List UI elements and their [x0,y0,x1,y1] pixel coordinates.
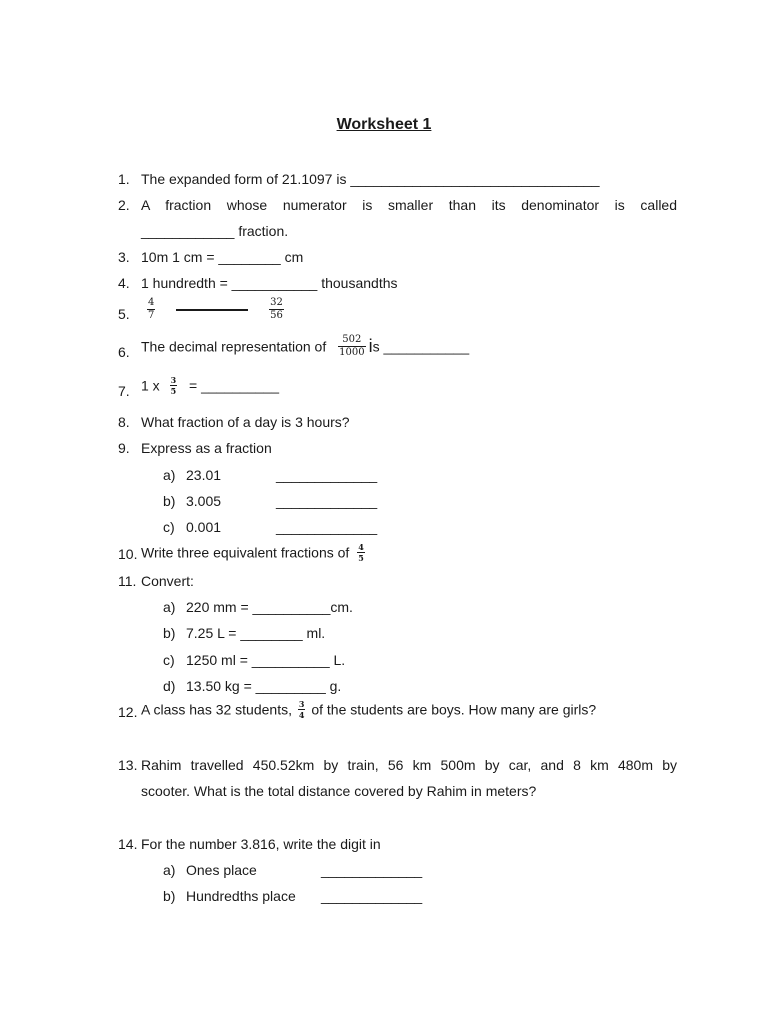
question-number: 5. [118,306,130,322]
fraction-denominator: 5 [170,386,177,396]
fraction-numerator: 502 [342,334,362,345]
question-text: ____________ fraction. [141,223,289,239]
sub-question-text: 0.001 [186,519,222,535]
question-number: 12. [118,704,138,720]
fraction-denominator: 5 [358,553,364,563]
sub-question-letter: d) [163,678,176,694]
fraction [147,298,155,321]
question-number: 13. [118,757,138,773]
sub-question-letter: c) [163,519,175,535]
sub-question-text: Ones place [186,862,257,878]
question-text: scooter. What is the total distance covered by Rahim in meters? [141,783,537,799]
sub-question-letter: b) [163,888,176,904]
sub-question-text: Hundredths place [186,888,296,904]
question-7-body [141,376,279,395]
question-text: Rahim travelled 450.52km by train, 56 km 500m by car, and 8 km 480m by [141,757,677,773]
fraction-denominator: 7 [148,310,155,321]
fraction [170,376,178,395]
sub-question-letter: a) [163,467,176,483]
question-text: A class has 32 students, [141,701,292,718]
question-12-body [141,700,596,719]
fraction [357,543,365,562]
question-number: 9. [118,440,130,456]
question-number: 3. [118,249,130,265]
question-number: 10. [118,546,138,562]
question-text-i: i [368,336,373,356]
question-text: What fraction of a day is 3 hours? [141,414,350,430]
sub-question-letter: c) [163,652,175,668]
fraction-denominator: 56 [270,310,283,321]
question-text: Convert: [141,573,194,589]
page-title: Worksheet 1 [336,116,432,133]
sub-question-letter: a) [163,862,176,878]
sub-question-text: 23.01 [186,467,222,483]
answer-blank: _____________ [276,519,378,535]
answer-blank: _____________ [321,862,423,878]
question-6-body [141,335,469,358]
question-number: 1. [118,171,130,187]
question-number: 4. [118,275,130,291]
question-number: 14. [118,836,138,852]
question-number: 8. [118,414,130,430]
sub-question-letter: b) [163,625,176,641]
question-number: 7. [118,383,130,399]
question-text: The expanded form of 21.1097 is ________________________________ [141,171,600,187]
fraction-denominator: 4 [298,710,305,720]
sub-question-text: 1250 ml = __________ L. [186,652,346,668]
sub-question-letter: a) [163,599,176,615]
sub-question-letter: b) [163,493,176,509]
question-text: of the students are boys. How many are girls? [311,701,597,718]
answer-blank: _____________ [321,888,423,904]
question-text: 10m 1 cm = ________ cm [141,249,304,265]
question-10-body [141,543,368,562]
question-text: Write three equivalent fractions of [141,544,350,561]
fraction-numerator: 3 [298,699,305,709]
question-text: Express as a fraction [141,440,272,456]
fraction-numerator: 4 [148,297,155,308]
fraction-denominator: 1000 [339,347,365,358]
answer-blank: _____________ [276,493,378,509]
question-text: s ___________ [372,338,470,355]
question-5-comparison [144,298,287,321]
sub-question-text: 13.50 kg = _________ g. [186,678,342,694]
sub-question-text: 220 mm = __________cm. [186,599,353,615]
answer-blank [176,309,248,311]
fraction-numerator: 3 [170,375,177,385]
question-number: 11. [118,573,137,589]
question-text: A fraction whose numerator is smaller than its denominator is called [141,197,677,213]
question-text: The decimal representation of [141,338,327,355]
question-text: For the number 3.816, write the digit in [141,836,381,852]
question-text: 1 hundredth = ___________ thousandths [141,275,398,291]
sub-question-text: 7.25 L = ________ ml. [186,625,326,641]
fraction-numerator: 4 [358,542,364,552]
question-number: 2. [118,197,130,213]
fraction [338,335,365,358]
fraction [298,700,306,719]
question-number: 6. [118,344,130,360]
fraction [269,298,284,321]
sub-question-text: 3.005 [186,493,222,509]
fraction-numerator: 32 [270,297,283,308]
answer-blank: _____________ [276,467,378,483]
question-text: 1 x [141,377,160,394]
question-text: = __________ [189,377,279,394]
